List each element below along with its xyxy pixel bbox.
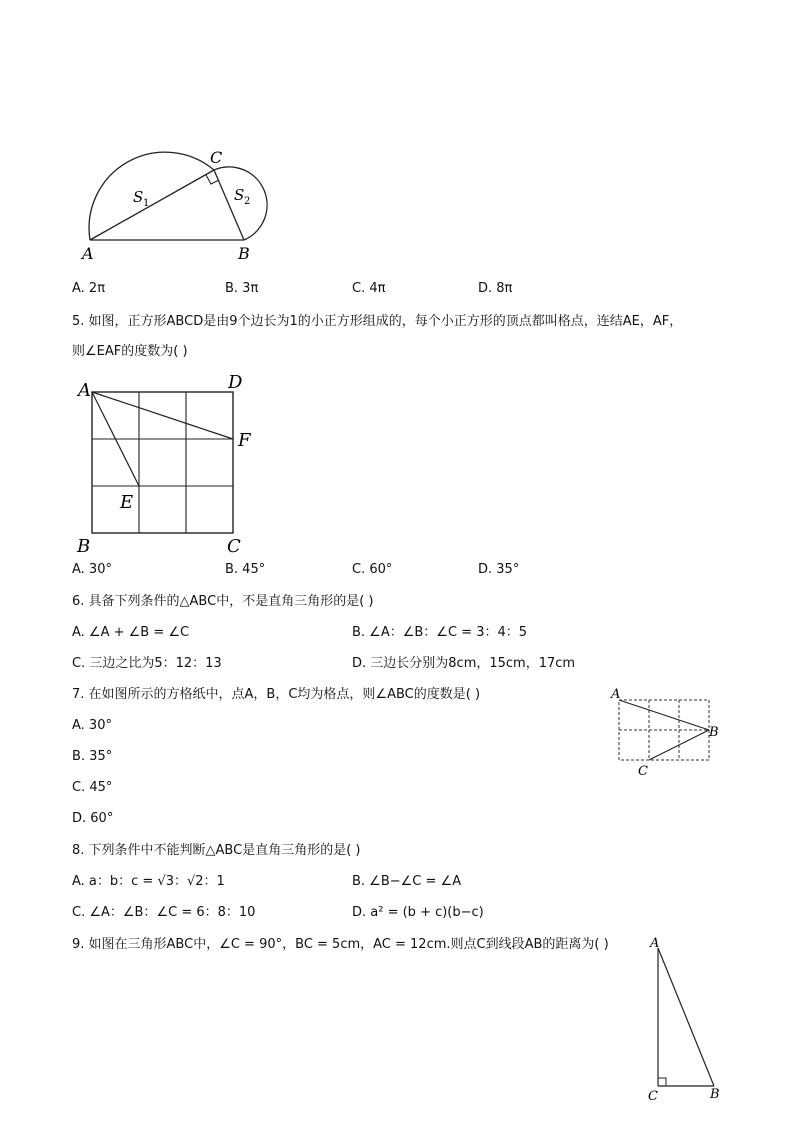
label-b: B xyxy=(238,244,250,263)
segment-af xyxy=(92,392,233,439)
q4-option-b[interactable]: B. 3π xyxy=(225,281,259,296)
q7-option-d[interactable]: D. 60° xyxy=(72,811,114,826)
label-b: B xyxy=(709,725,719,740)
q8-option-d[interactable]: D. a² = (b + c)(b−c) xyxy=(352,905,484,920)
label-c: C xyxy=(210,148,223,167)
q6-option-a[interactable]: A. ∠A + ∠B = ∠C xyxy=(72,625,190,640)
square-abcd xyxy=(92,392,233,533)
label-e: E xyxy=(120,492,134,513)
q6-option-b[interactable]: B. ∠A：∠B：∠C = 3：4：5 xyxy=(352,625,528,640)
q7-figure xyxy=(605,686,725,778)
segment-ab xyxy=(619,700,709,730)
q8-option-b[interactable]: B. ∠B−∠C = ∠A xyxy=(352,874,462,889)
label-a: A xyxy=(650,936,660,951)
label-a: A xyxy=(78,380,91,401)
label-c: C xyxy=(648,1089,658,1104)
q5-option-c[interactable]: C. 60° xyxy=(352,562,393,577)
semicircle-s1 xyxy=(89,152,214,240)
label-a: A xyxy=(611,687,621,702)
label-c: C xyxy=(227,536,241,557)
label-f: F xyxy=(238,430,251,451)
label-c: C xyxy=(638,764,648,778)
q5-figure xyxy=(74,372,264,557)
q4-option-a[interactable]: A. 2π xyxy=(72,281,106,296)
label-s1: S xyxy=(133,188,144,206)
right-angle-mark xyxy=(658,1078,666,1086)
label-b: B xyxy=(77,536,91,557)
q8-stem: 8. 下列条件中不能判断△ABC是直角三角形的是( ) xyxy=(72,843,361,858)
q4-option-c[interactable]: C. 4π xyxy=(352,281,386,296)
label-s2: S xyxy=(234,186,245,204)
q6-option-d[interactable]: D. 三边长分别为8cm，15cm，17cm xyxy=(352,656,576,671)
q4-figure xyxy=(78,140,278,268)
q5-stem-line2: 则∠EAF的度数为( ) xyxy=(72,344,188,359)
q6-stem: 6. 具备下列条件的△ABC中，不是直角三角形的是( ) xyxy=(72,594,374,609)
segment-ac xyxy=(90,170,214,240)
q7-option-c[interactable]: C. 45° xyxy=(72,780,113,795)
label-a: A xyxy=(82,244,94,263)
q9-figure xyxy=(640,934,730,1106)
q9-stem: 9. 如图在三角形ABC中，∠C = 90°，BC = 5cm，AC = 12cm.则点C到线段AB的距离为( ) xyxy=(72,937,609,952)
q7-option-a[interactable]: A. 30° xyxy=(72,718,112,733)
q5-option-d[interactable]: D. 35° xyxy=(478,562,520,577)
q8-option-a[interactable]: A. a：b：c = √3：√2：1 xyxy=(72,874,225,889)
segment-ab xyxy=(658,948,714,1086)
q6-option-c[interactable]: C. 三边之比为5：12：13 xyxy=(72,656,222,671)
label-s2-sub: 2 xyxy=(244,196,251,207)
q5-stem-line1: 5. 如图，正方形ABCD是由9个边长为1的小正方形组成的，每个小正方形的顶点都叫格点，连结AE，AF， xyxy=(72,314,683,329)
q7-stem: 7. 在如图所示的方格纸中，点A，B，C均为格点，则∠ABC的度数是( ) xyxy=(72,687,481,702)
label-b: B xyxy=(710,1087,720,1102)
q8-option-c[interactable]: C. ∠A：∠B：∠C = 6：8：10 xyxy=(72,905,256,920)
q5-option-a[interactable]: A. 30° xyxy=(72,562,112,577)
label-d: D xyxy=(228,372,243,393)
q5-option-b[interactable]: B. 45° xyxy=(225,562,266,577)
label-s1-sub: 1 xyxy=(143,198,150,209)
q4-option-d[interactable]: D. 8π xyxy=(478,281,513,296)
q7-option-b[interactable]: B. 35° xyxy=(72,749,113,764)
